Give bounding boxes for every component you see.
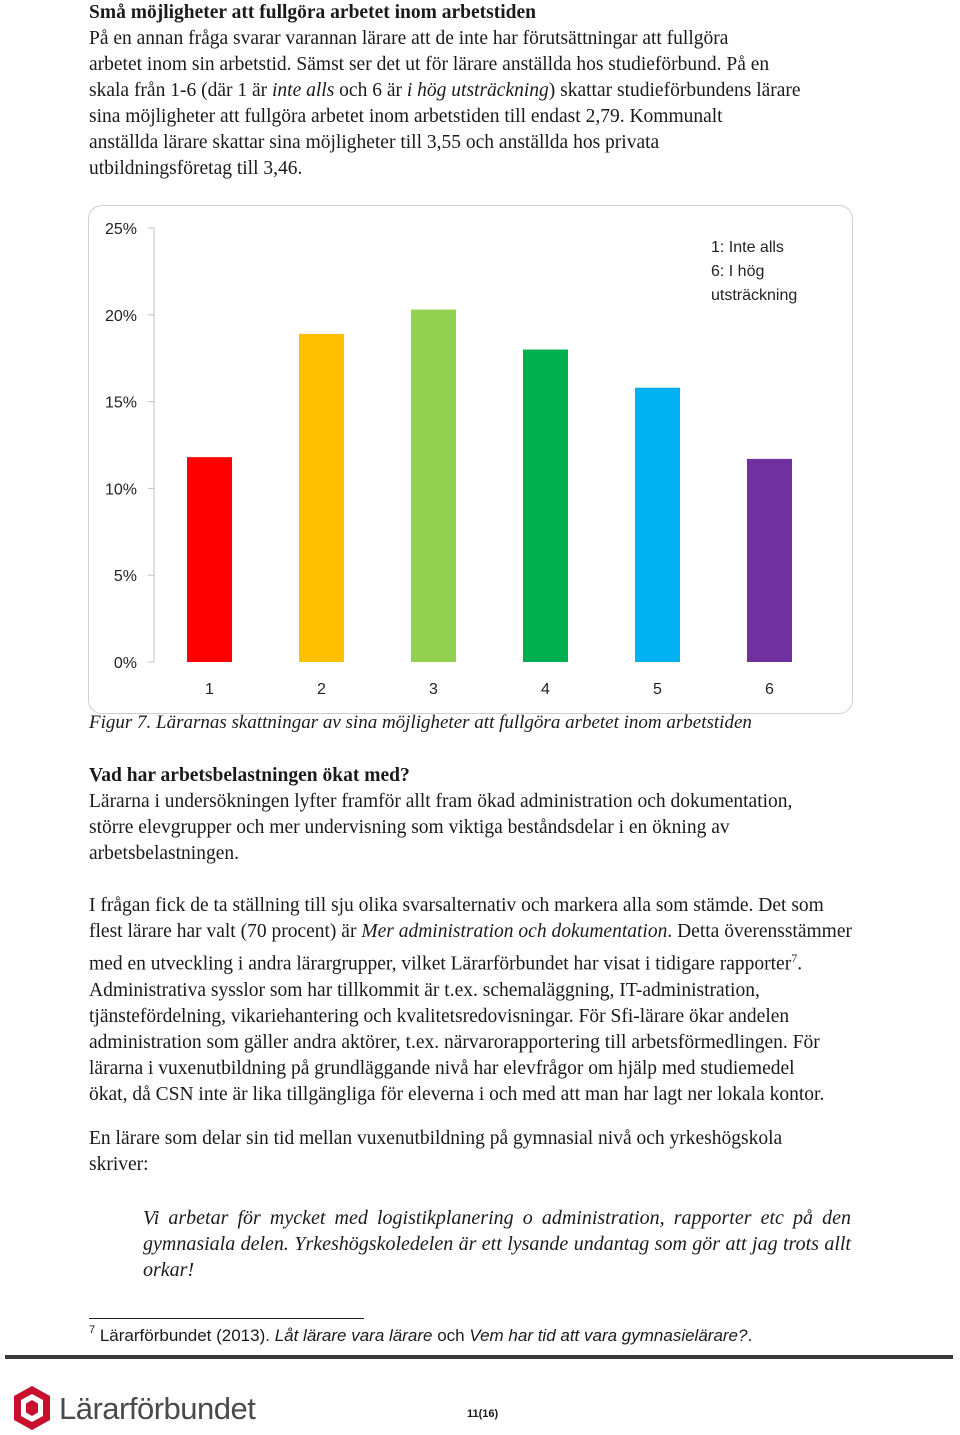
text-line: arbetsbelastningen. — [89, 843, 239, 864]
x-tick-label: 5 — [653, 681, 662, 698]
legend-text: utsträckning — [711, 287, 798, 304]
bar-4 — [523, 350, 568, 662]
page-number: 11(16) — [467, 1408, 499, 1420]
bar-2 — [299, 334, 344, 662]
text-line: större elevgrupper och mer undervisning som viktiga beståndsdelar i en ökning av — [89, 817, 730, 838]
quote-block — [143, 1205, 851, 1283]
text-line: administration som gäller andra aktörer, t.ex. närvarorapportering till arbetsförmedlingen. För — [89, 1031, 820, 1053]
x-tick-label: 2 — [317, 681, 326, 698]
bar-3 — [411, 310, 456, 662]
y-tick-label: 15% — [104, 394, 137, 412]
footnote: $^7$ Lärarförbundet (2013). Låt lärare vara lärare och Vem har tid att vara gymnasielärare?. — [89, 1324, 753, 1345]
x-tick-label: 1 — [205, 681, 214, 698]
bar-chart — [88, 205, 853, 714]
y-tick-label: 20% — [104, 307, 137, 325]
text-line: flest lärare har valt (70 procent) är Mer administration och dokumentation. Detta överensstämmer — [89, 921, 852, 942]
text-line: skala från 1-6 (där 1 är inte alls och 6 är i hög utsträckning) skattar studieförbundens lärare — [89, 80, 801, 101]
y-tick-label: 25% — [104, 221, 137, 238]
text-line: Administrativa sysslor som har tillkommit är t.ex. schemaläggning, IT-administration, — [89, 979, 760, 1001]
text-line: lärarna i vuxenutbildning på grundläggande nivå har elevfrågor om hjälp med studiemedel — [89, 1057, 795, 1079]
text-line: arbetet inom sin arbetstid. Sämst ser det ut för lärare anställda hos studieförbund. På en — [89, 54, 770, 75]
text-line: utbildningsföretag till 3,46. — [89, 158, 303, 179]
text-line: I frågan fick de ta ställning till sju olika svarsalternativ och markera alla som stämde. Det som — [89, 895, 824, 916]
footnote-number: 7 — [89, 1324, 96, 1336]
logo-text: Lärarförbundet — [59, 1391, 256, 1426]
page-divider — [5, 1355, 953, 1359]
intro-paragraph — [89, 26, 929, 182]
x-tick-label: 3 — [429, 681, 438, 698]
text-line: En lärare som delar sin tid mellan vuxenutbildning på gymnasial nivå och yrkeshögskola — [89, 1128, 783, 1149]
paragraph-3 — [89, 1126, 929, 1178]
text-line: Lärarna i undersökningen lyfter framför allt fram ökad administration och dokumentation, — [89, 791, 793, 812]
x-tick-label: 4 — [541, 681, 550, 698]
text-line: sina möjligheter att fullgöra arbetet inom arbetstiden till endast 2,79. Kommunalt — [89, 106, 723, 127]
text-line: På en annan fråga svarar varannan lärare att de inte har förutsättningar att fullgöra — [89, 28, 729, 49]
paragraph-1 — [89, 789, 929, 867]
y-tick-label: 5% — [113, 568, 137, 586]
text-line: med en utveckling i andra lärargrupper, vilket Lärarförbundet har visat i tidigare rapporter$^7$. — [89, 951, 803, 975]
paragraph-2 — [89, 893, 929, 1108]
figure-caption: Figur 7. Lärarnas skattningar av sina möjligheter att fullgöra arbetet inom arbetstiden — [89, 712, 752, 733]
legend-text: 6: I hög — [711, 263, 765, 280]
footnote-divider — [89, 1318, 364, 1319]
y-tick-label: 10% — [104, 481, 137, 499]
text-line: tjänstefördelning, vikariehantering och kvalitetsredovisningar. För Sfi-lärare ökar andelen — [89, 1005, 790, 1027]
chart-canvas — [89, 206, 852, 713]
x-tick-label: 6 — [765, 681, 774, 698]
text-line: anställda lärare skattar sina möjligheter till 3,55 och anställda hos privata — [89, 132, 660, 153]
bar-1 — [187, 457, 232, 662]
section-heading: Små möjligheter att fullgöra arbetet inom arbetstiden — [89, 2, 536, 23]
y-tick-label: 0% — [113, 655, 137, 672]
section-heading-2: Vad har arbetsbelastningen ökat med? — [89, 765, 410, 786]
quote-line: gymnasiala delen. Yrkeshögskoledelen är ett lysande undantag som gör att jag trots allt — [143, 1233, 851, 1255]
text-line: skriver: — [89, 1154, 149, 1175]
text-line: ökat, då CSN inte är lika tillgängliga för eleverna i och med att man har lagt ner lokala kontor. — [89, 1083, 825, 1105]
lararforbundet-logo-icon — [12, 1384, 52, 1432]
bar-5 — [635, 388, 680, 662]
legend-text: 1: Inte alls — [711, 239, 784, 256]
footnote-ref: 7 — [791, 951, 798, 965]
quote-line: orkar! — [143, 1259, 195, 1281]
quote-line: Vi arbetar för mycket med logistikplanering o administration, rapporter etc på den — [143, 1207, 851, 1229]
bar-6 — [747, 459, 792, 662]
